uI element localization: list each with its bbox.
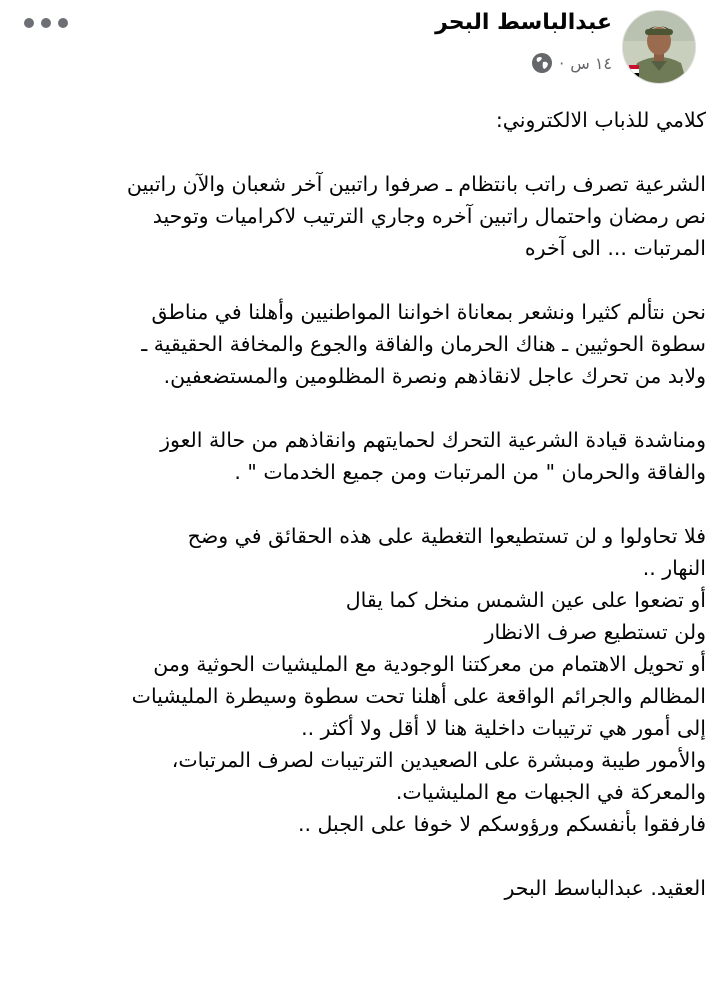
post-text bbox=[14, 104, 706, 904]
post-line: والأمور طيبة ومبشرة على الصعيدين الترتيبات لصرف المرتبات، bbox=[171, 748, 706, 772]
author-avatar[interactable] bbox=[622, 10, 696, 84]
post-paragraph bbox=[14, 872, 706, 904]
post-line: كلامي للذباب الالكتروني: bbox=[495, 108, 706, 132]
post-paragraph bbox=[14, 520, 706, 840]
more-dot-icon bbox=[41, 18, 51, 28]
more-dot-icon bbox=[24, 18, 34, 28]
author-name[interactable]: عبدالباسط البحر bbox=[435, 10, 612, 35]
post-line: نص رمضان واحتمال راتبين آخره وجاري الترتيب لاكراميات وتوحيد bbox=[152, 204, 706, 228]
more-dot-icon bbox=[58, 18, 68, 28]
post-line: أو تحويل الاهتمام من معركتنا الوجودية مع المليشيات الحوثية ومن bbox=[153, 652, 706, 676]
meta-separator: · bbox=[559, 53, 565, 73]
post-line: المظالم والجرائم الواقعة على أهلنا تحت سطوة وسيطرة المليشيات bbox=[131, 684, 706, 708]
post-header bbox=[0, 0, 720, 100]
post-signature: العقيد. عبدالباسط البحر bbox=[504, 876, 706, 900]
post-paragraph bbox=[14, 168, 706, 264]
post-paragraph bbox=[14, 104, 706, 136]
post-meta bbox=[531, 52, 612, 74]
post-line: والفاقة والحرمان " من المرتبات ومن جميع الخدمات " . bbox=[234, 460, 706, 484]
post-line: ولن تستطيع صرف الانظار bbox=[484, 620, 706, 644]
more-options-button[interactable] bbox=[24, 12, 68, 34]
post-line: ولابد من تحرك عاجل لانقاذهم ونصرة المظلومين والمستضعفين. bbox=[163, 364, 706, 388]
post-line: ومناشدة قيادة الشرعية التحرك لحمايتهم وانقاذهم من حالة العوز bbox=[160, 428, 706, 452]
post-line: الشرعية تصرف راتب بانتظام ـ صرفوا راتبين آخر شعبان والآن راتبين bbox=[126, 172, 706, 196]
post-paragraph bbox=[14, 296, 706, 392]
avatar-photo bbox=[623, 11, 695, 83]
post-paragraph bbox=[14, 424, 706, 488]
post-line: والمعركة في الجبهات مع المليشيات. bbox=[395, 780, 706, 804]
post-line: فلا تحاولوا و لن تستطيعوا التغطية على هذه الحقائق في وضح bbox=[187, 524, 706, 548]
post-line: نحن نتألم كثيرا ونشعر بمعاناة اخواننا المواطنيين وأهلنا في مناطق bbox=[151, 300, 706, 324]
globe-icon[interactable] bbox=[531, 52, 553, 74]
post-line: فارفقوا بأنفسكم ورؤوسكم لا خوفا على الجبل .. bbox=[297, 812, 706, 836]
post-line: إلى أمور هي ترتيبات داخلية هنا لا أقل ولا أكثر .. bbox=[301, 716, 706, 740]
post-line: المرتبات ... الى آخره bbox=[524, 236, 706, 260]
post-line: سطوة الحوثيين ـ هناك الحرمان والفاقة والجوع والمخافة الحقيقية ـ bbox=[141, 332, 706, 356]
post-line: النهار .. bbox=[642, 556, 706, 580]
post-time[interactable]: ١٤ س bbox=[570, 53, 612, 73]
post-line: أو تضعوا على عين الشمس منخل كما يقال bbox=[345, 588, 706, 612]
